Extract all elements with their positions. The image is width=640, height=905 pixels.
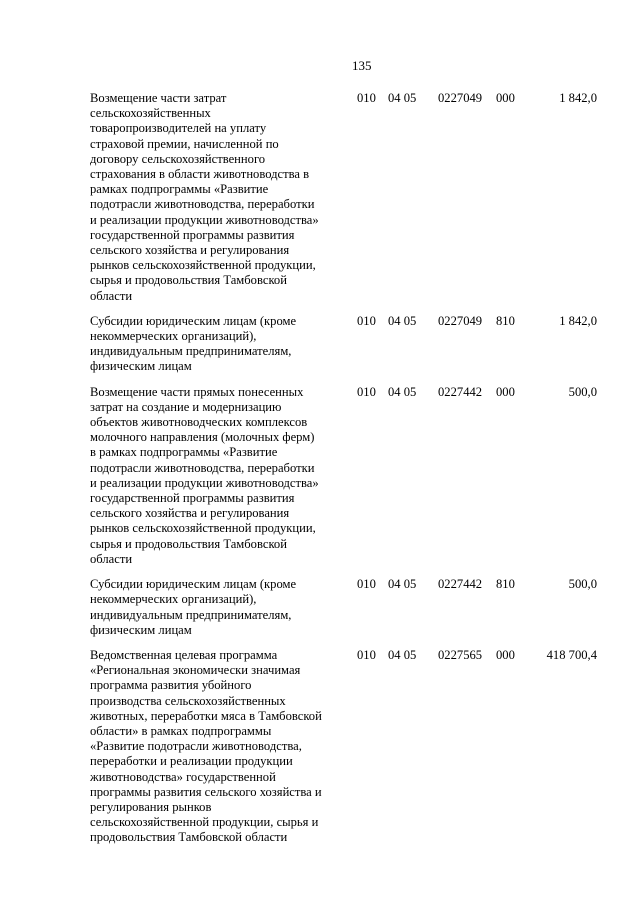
- target-article-code: 0227442: [438, 384, 483, 399]
- target-article-code: 0227565: [438, 647, 483, 662]
- expense-type-code: 000: [496, 384, 515, 399]
- amount: 1 842,0: [559, 313, 597, 328]
- row-description: Субсидии юридическим лицам (кроме некоммерческих организаций), индивидуальным предпринимателям, физическим лицам: [90, 313, 297, 374]
- expense-type-code: 000: [496, 91, 515, 105]
- row-description: Ведомственная целевая программа «Региональная экономически значимая программа развития убойного производства сельскохозяйственных животных, переработки мяса в Тамбовской области» в рамках подпрограммы «Развитие подотрасли животноводства, переработки и реализации продукции животноводства» государственной программы развития сельского хозяйства и регулирования рынков сельскохозяйственной продукции, сырья и продовольствия Тамбовской области: [90, 647, 322, 845]
- section-code: 04 05: [388, 647, 417, 662]
- expense-type-code: 810: [496, 577, 515, 592]
- section-code: 04 05: [388, 91, 417, 105]
- ministry-code: 010: [357, 577, 376, 592]
- page-number: 135: [352, 58, 372, 73]
- table-row: [90, 314, 610, 375]
- section-code: 04 05: [388, 384, 417, 399]
- target-article-code: 0227049: [438, 91, 483, 105]
- row-description: Возмещение части затрат сельскохозяйственных товаропроизводителей на уплату страховой премии, начисленной по договору сельскохозяйственного страхования в области животноводства в рамках подпрограммы «Развитие подотрасли животноводства, переработки и реализации продукции животноводства» государственной программы развития сельского хозяйства и регулирования рынков сельскохозяйственной продукции, сырья и продовольствия Тамбовской области: [90, 91, 319, 303]
- amount: 500,0: [568, 384, 597, 399]
- ministry-code: 010: [357, 647, 376, 662]
- ministry-code: 010: [357, 384, 376, 399]
- row-description: Субсидии юридическим лицам (кроме некоммерческих организаций), индивидуальным предпринимателям, физическим лицам: [90, 577, 297, 637]
- target-article-code: 0227049: [438, 313, 483, 328]
- row-description: Возмещение части прямых понесенных затрат на создание и модернизацию объектов животноводческих комплексов молочного направления (молочных ферм) в рамках подпрограммы «Развитие подотрасли животноводства, переработки и реализации продукции животноводства» государственной программы развития сельского хозяйства и регулирования рынков сельскохозяйственной продукции, сырья и продовольствия Тамбовской области: [90, 384, 319, 566]
- table-row: [90, 91, 610, 304]
- section-code: 04 05: [388, 577, 417, 592]
- section-code: 04 05: [388, 313, 417, 328]
- amount: 1 842,0: [559, 91, 597, 105]
- expense-type-code: 000: [496, 647, 515, 662]
- ministry-code: 010: [357, 91, 376, 105]
- budget-table: [90, 91, 610, 856]
- table-row: [90, 648, 610, 846]
- table-row: [90, 385, 610, 567]
- expense-type-code: 810: [496, 313, 515, 328]
- target-article-code: 0227442: [438, 577, 483, 592]
- ministry-code: 010: [357, 313, 376, 328]
- amount: 418 700,4: [546, 647, 597, 662]
- amount: 500,0: [568, 577, 597, 592]
- table-row: [90, 577, 610, 638]
